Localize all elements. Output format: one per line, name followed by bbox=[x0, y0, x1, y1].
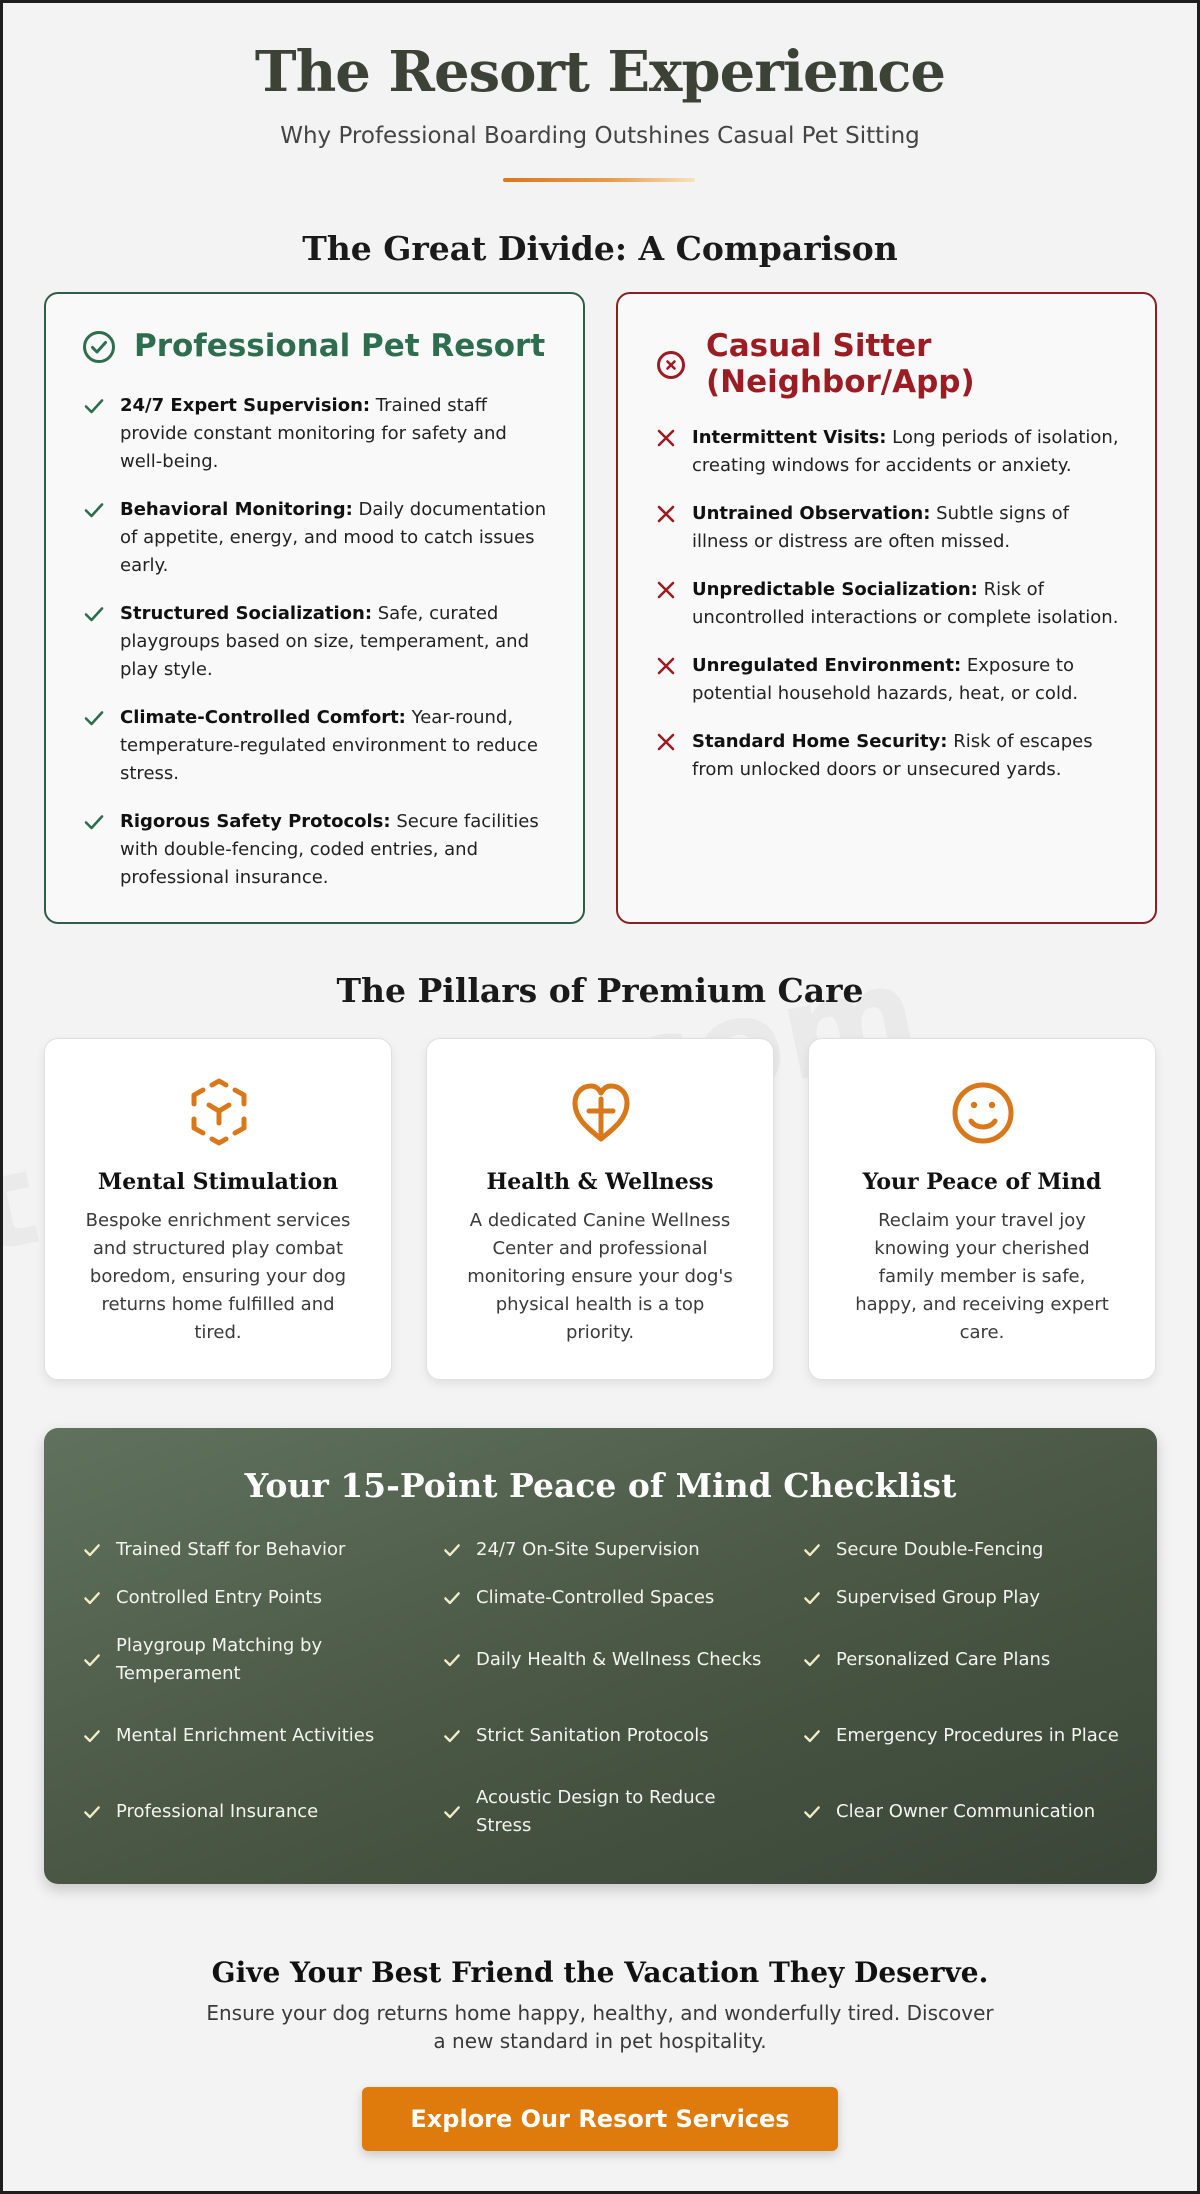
professional-list-item bbox=[82, 600, 553, 684]
checkmark-icon bbox=[82, 1802, 102, 1822]
checklist-item-label: Personalized Care Plans bbox=[836, 1649, 1051, 1670]
checklist-item-label: Supervised Group Play bbox=[836, 1587, 1041, 1608]
checkmark-icon bbox=[82, 1540, 102, 1560]
pillar-description: Bespoke enrichment services and structured play combat boredom, ensuring your dog returns home fulfilled and tired. bbox=[85, 1210, 351, 1343]
checkmark-icon bbox=[82, 498, 106, 522]
list-item-description: Subtle signs of illness or distress are often missed. bbox=[692, 503, 1069, 552]
checklist-item-label: Emergency Procedures in Place bbox=[836, 1725, 1119, 1746]
casual-list-item bbox=[654, 728, 1125, 784]
professional-benefits-list bbox=[82, 392, 553, 912]
list-item-text bbox=[120, 704, 553, 788]
list-item-text bbox=[120, 392, 553, 476]
list-item-label: Rigorous Safety Protocols: bbox=[120, 811, 391, 832]
casual-card-title: Casual Sitter (Neighbor/App) bbox=[706, 328, 975, 400]
list-item-label: Untrained Observation: bbox=[692, 503, 931, 524]
checklist-item bbox=[442, 1632, 762, 1688]
checklist-item bbox=[802, 1584, 1122, 1612]
checklist-item bbox=[82, 1536, 402, 1564]
page-subtitle: Why Professional Boarding Outshines Casual Pet Sitting bbox=[280, 123, 920, 149]
checklist-item-label: Daily Health & Wellness Checks bbox=[476, 1649, 762, 1670]
title-accent-divider bbox=[503, 178, 695, 182]
checklist-item bbox=[82, 1632, 402, 1688]
checklist-item-label: Trained Staff for Behavior bbox=[116, 1539, 346, 1560]
pillar-card-mental-stimulation bbox=[44, 1038, 392, 1380]
smiley-face-icon bbox=[951, 1077, 1015, 1147]
checklist-item bbox=[802, 1536, 1122, 1564]
list-item-description: Safe, curated playgroups based on size, temperament, and play style. bbox=[120, 603, 530, 680]
checklist-item bbox=[82, 1708, 402, 1764]
checkmark-icon bbox=[82, 1726, 102, 1746]
list-item-description: Year-round, temperature-regulated environment to reduce stress. bbox=[120, 707, 538, 784]
checklist-item-label: Climate-Controlled Spaces bbox=[476, 1587, 715, 1608]
comparison-section-title: The Great Divide: A Comparison bbox=[302, 229, 898, 268]
list-item-label: Intermittent Visits: bbox=[692, 427, 887, 448]
list-item-label: Behavioral Monitoring: bbox=[120, 499, 353, 520]
list-item-text bbox=[120, 600, 553, 684]
checklist-item-label: Clear Owner Communication bbox=[836, 1801, 1096, 1822]
list-item-label: Standard Home Security: bbox=[692, 731, 948, 752]
cross-icon bbox=[654, 578, 678, 602]
checklist-item-label: Strict Sanitation Protocols bbox=[476, 1725, 709, 1746]
x-circle-icon bbox=[654, 348, 688, 382]
checkmark-icon bbox=[802, 1726, 822, 1746]
checkmark-icon bbox=[802, 1588, 822, 1608]
list-item-description: Secure facilities with double-fencing, coded entries, and professional insurance. bbox=[120, 811, 539, 888]
checkmark-icon bbox=[82, 810, 106, 834]
checkmark-icon bbox=[82, 1650, 102, 1670]
casual-sitter-card bbox=[616, 292, 1157, 924]
checklist-item bbox=[82, 1584, 402, 1612]
professional-list-item bbox=[82, 704, 553, 788]
checkmark-icon bbox=[82, 394, 106, 418]
checklist-item-label: Secure Double-Fencing bbox=[836, 1539, 1044, 1560]
checkmark-icon bbox=[442, 1540, 462, 1560]
list-item-text bbox=[692, 424, 1125, 480]
checklist-title: Your 15-Point Peace of Mind Checklist bbox=[244, 1466, 957, 1505]
professional-card-title: Professional Pet Resort bbox=[134, 328, 546, 364]
explore-resort-services-button[interactable]: Explore Our Resort Services bbox=[362, 2087, 838, 2151]
pillar-card-health-wellness bbox=[426, 1038, 774, 1380]
cross-icon bbox=[654, 730, 678, 754]
list-item-description: Daily documentation of appetite, energy, and mood to catch issues early. bbox=[120, 499, 547, 576]
checklist-item bbox=[442, 1784, 762, 1840]
professional-card-header bbox=[82, 328, 545, 364]
cross-icon bbox=[654, 654, 678, 678]
cta-text: Ensure your dog returns home happy, healthy, and wonderfully tired. Discover a new standard in pet hospitality. bbox=[206, 2001, 994, 2053]
pillars-section-title: The Pillars of Premium Care bbox=[336, 971, 864, 1010]
checkmark-icon bbox=[82, 1588, 102, 1608]
list-item-label: Climate-Controlled Comfort: bbox=[120, 707, 406, 728]
checklist-item bbox=[802, 1784, 1122, 1840]
pillar-title: Health & Wellness bbox=[486, 1169, 714, 1195]
casual-list-item bbox=[654, 424, 1125, 480]
professional-list-item bbox=[82, 392, 553, 476]
casual-list-item bbox=[654, 652, 1125, 708]
checkmark-icon bbox=[442, 1588, 462, 1608]
checklist-item bbox=[802, 1632, 1122, 1688]
list-item-description: Exposure to potential household hazards, heat, or cold. bbox=[692, 655, 1079, 704]
page-title: The Resort Experience bbox=[254, 39, 946, 105]
checklist-item-label: Mental Enrichment Activities bbox=[116, 1725, 375, 1746]
list-item-description: Risk of uncontrolled interactions or complete isolation. bbox=[692, 579, 1119, 628]
cross-icon bbox=[654, 502, 678, 526]
pillar-title: Mental Stimulation bbox=[97, 1169, 339, 1195]
casual-card-header bbox=[654, 328, 1046, 400]
checkmark-icon bbox=[442, 1650, 462, 1670]
list-item-description: Long periods of isolation, creating windows for accidents or anxiety. bbox=[692, 427, 1119, 476]
checklist-item-label: Controlled Entry Points bbox=[116, 1587, 322, 1608]
checklist-item bbox=[82, 1784, 402, 1840]
checklist-item-label: Playgroup Matching by Temperament bbox=[116, 1635, 323, 1684]
checkmark-icon bbox=[802, 1802, 822, 1822]
list-item-text bbox=[692, 576, 1125, 632]
casual-list-item bbox=[654, 500, 1125, 556]
heart-cross-icon bbox=[569, 1077, 633, 1147]
checkmark-icon bbox=[802, 1540, 822, 1560]
checkmark-icon bbox=[802, 1650, 822, 1670]
list-item-label: Unpredictable Socialization: bbox=[692, 579, 978, 600]
list-item-description: Risk of escapes from unlocked doors or unsecured yards. bbox=[692, 731, 1093, 780]
checklist-item bbox=[442, 1708, 762, 1764]
list-item-label: Unregulated Environment: bbox=[692, 655, 962, 676]
checklist-item bbox=[442, 1584, 762, 1612]
checkmark-icon bbox=[82, 706, 106, 730]
checklist-item-label: Acoustic Design to Reduce Stress bbox=[476, 1787, 716, 1836]
cross-icon bbox=[654, 426, 678, 450]
pillar-description: A dedicated Canine Wellness Center and professional monitoring ensure your dog's physical health is a top priority. bbox=[467, 1210, 733, 1343]
cta-title: Give Your Best Friend the Vacation They Deserve. bbox=[211, 1956, 989, 1989]
page-frame bbox=[3, 3, 1197, 2191]
list-item-description: Trained staff provide constant monitoring for safety and well-being. bbox=[120, 395, 507, 472]
checkmark-icon bbox=[442, 1726, 462, 1746]
enrichment-cube-icon bbox=[187, 1077, 251, 1147]
list-item-text bbox=[120, 808, 553, 892]
checkmark-icon bbox=[82, 602, 106, 626]
checkmark-icon bbox=[442, 1802, 462, 1822]
check-circle-icon bbox=[82, 330, 116, 364]
list-item-label: 24/7 Expert Supervision: bbox=[120, 395, 371, 416]
casual-risks-list bbox=[654, 424, 1125, 804]
list-item-label: Structured Socialization: bbox=[120, 603, 373, 624]
list-item-text bbox=[692, 728, 1125, 784]
checklist-item-label: 24/7 On-Site Supervision bbox=[476, 1539, 700, 1560]
checklist-item bbox=[442, 1536, 762, 1564]
professional-resort-card bbox=[44, 292, 585, 924]
pillar-card-peace-of-mind bbox=[808, 1038, 1156, 1380]
list-item-text bbox=[692, 500, 1125, 556]
pillar-title: Your Peace of Mind bbox=[862, 1169, 1102, 1195]
professional-list-item bbox=[82, 496, 553, 580]
list-item-text bbox=[120, 496, 553, 580]
list-item-text bbox=[692, 652, 1125, 708]
peace-of-mind-checklist bbox=[44, 1428, 1157, 1884]
checklist-item bbox=[802, 1708, 1122, 1764]
casual-list-item bbox=[654, 576, 1125, 632]
pillar-description: Reclaim your travel joy knowing your cherished family member is safe, happy, and receiving expert care. bbox=[855, 1210, 1109, 1343]
checklist-item-label: Professional Insurance bbox=[116, 1801, 319, 1822]
professional-list-item bbox=[82, 808, 553, 892]
